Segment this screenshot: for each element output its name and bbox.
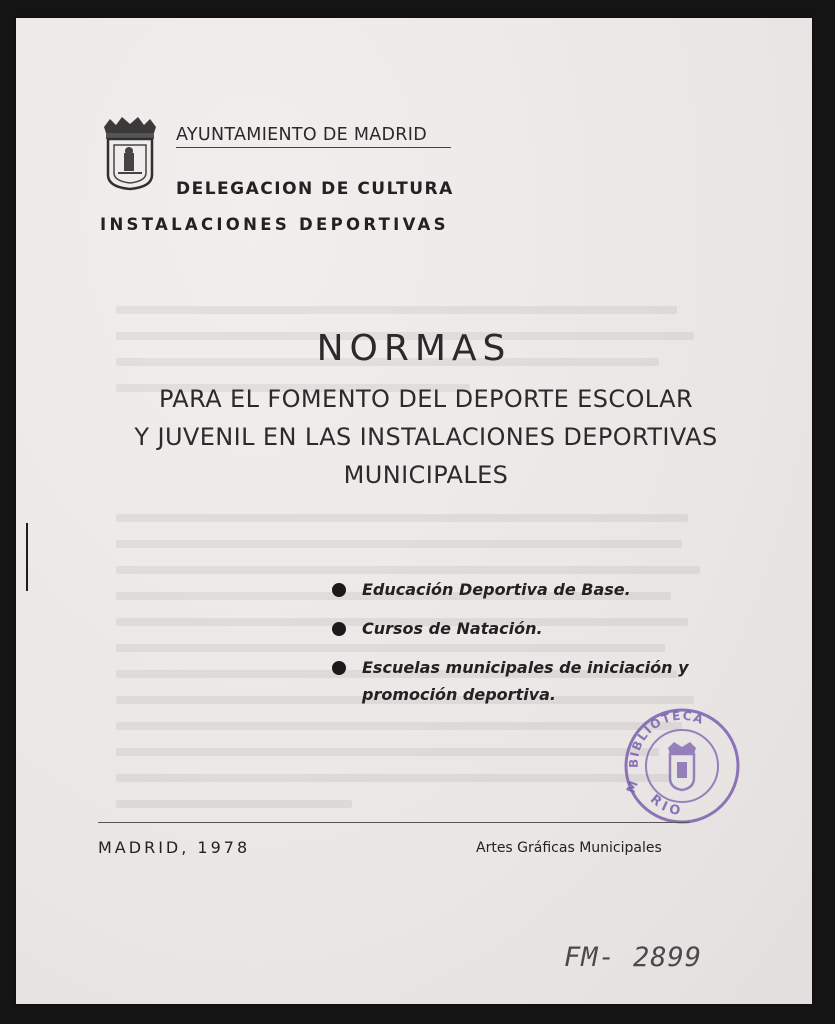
org-name: AYUNTAMIENTO DE MADRID	[176, 125, 451, 148]
place-year: MADRID, 1978	[98, 838, 251, 857]
library-stamp	[620, 704, 742, 826]
subtitle-line: MUNICIPALES	[343, 461, 509, 489]
document-title: NORMAS	[316, 328, 512, 369]
bleed-through-text	[116, 288, 706, 848]
stamp-top-text: BIBLIOTECA	[626, 708, 707, 769]
binding-mark	[26, 523, 28, 591]
footer-divider	[98, 822, 690, 823]
list-item	[332, 576, 702, 603]
section-name: INSTALACIONES DEPORTIVAS	[100, 215, 449, 234]
stamp-bottom-text: RIO	[647, 791, 686, 820]
list-item-text: Escuelas municipales de iniciación y promoción deportiva.	[362, 658, 689, 704]
list-item-text: Educación Deportiva de Base.	[362, 580, 631, 599]
bullet-list	[332, 576, 702, 720]
subtitle-line: PARA EL FOMENTO DEL DEPORTE ESCOLAR	[158, 385, 694, 413]
document-cover	[16, 18, 812, 1004]
list-item-text: Cursos de Natación.	[362, 619, 543, 638]
list-item	[332, 654, 702, 708]
stamp-crest-icon	[668, 742, 696, 790]
printer-name: Artes Gráficas Municipales	[476, 840, 662, 856]
stamp-side-text: M	[623, 779, 641, 796]
bullet-icon	[332, 583, 346, 597]
document-subtitle	[76, 380, 776, 494]
bullet-icon	[332, 661, 346, 675]
department-name: DELEGACION DE CULTURA	[176, 179, 454, 199]
coat-of-arms-icon	[100, 115, 160, 191]
subtitle-line: Y JUVENIL EN LAS INSTALACIONES DEPORTIVAS	[134, 423, 718, 451]
catalog-number: FM- 2899	[564, 942, 703, 973]
list-item	[332, 615, 702, 642]
bullet-icon	[332, 622, 346, 636]
